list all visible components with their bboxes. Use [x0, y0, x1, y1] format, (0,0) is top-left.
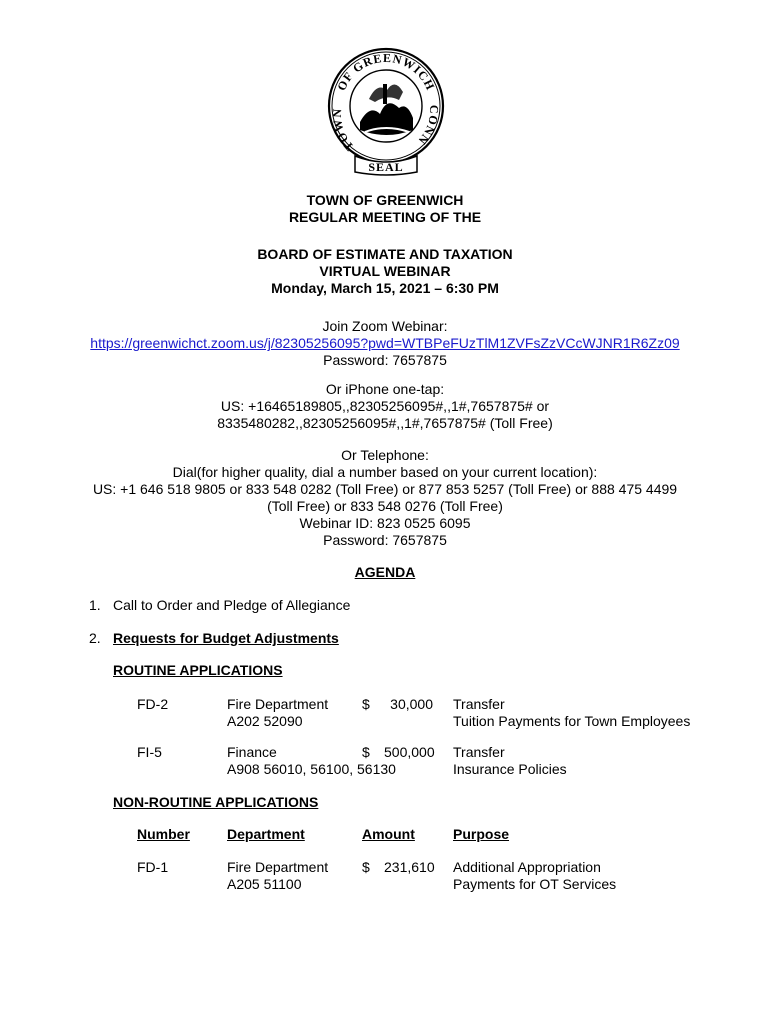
- telephone-line-3: (Toll Free) or 833 548 0276 (Toll Free): [267, 498, 503, 514]
- header-line-4: VIRTUAL WEBINAR: [319, 263, 451, 279]
- svg-text:CONN: CONN: [415, 104, 442, 148]
- row-purpose: Transfer Insurance Policies: [453, 744, 567, 777]
- row-department: Fire Department A205 51100: [227, 859, 329, 892]
- header-subtitle: [0, 246, 770, 297]
- telephone-line-2: US: +1 646 518 9805 or 833 548 0282 (Toll Free) or 877 853 5257 (Toll Free) or 888 475 4499: [92, 481, 678, 497]
- column-header-number: Number: [137, 826, 190, 842]
- agenda-title: AGENDA: [354, 564, 416, 580]
- iphone-label: Or iPhone one-tap:: [325, 381, 445, 397]
- iphone-section: [0, 381, 770, 432]
- iphone-line-1: US: +16465189805,,82305256095#,,1#,7657875# or: [220, 398, 550, 414]
- header-line-1: TOWN OF GREENWICH: [306, 192, 464, 208]
- svg-text:TOWN: TOWN: [329, 107, 357, 154]
- iphone-line-2: 8335480282,,82305256095#,,1#,7657875# (Toll Free): [217, 415, 553, 431]
- zoom-join-label: Join Zoom Webinar:: [322, 318, 448, 334]
- telephone-label: Or Telephone:: [341, 447, 429, 463]
- zoom-password: Password: 7657875: [323, 352, 447, 368]
- non-routine-heading: NON-ROUTINE APPLICATIONS: [113, 794, 319, 810]
- telephone-line-1: Dial(for higher quality, dial a number based on your current location):: [172, 464, 598, 480]
- row-department: Fire Department A202 52090: [227, 696, 329, 729]
- routine-heading: ROUTINE APPLICATIONS: [113, 662, 283, 678]
- row-purpose: Transfer Tuition Payments for Town Employees: [453, 696, 691, 729]
- header-line-2: REGULAR MEETING OF THE: [288, 209, 482, 225]
- row-code: FD-2: [137, 696, 169, 712]
- svg-text:OF GREENWICH: OF GREENWICH: [334, 50, 438, 93]
- header-line-3: BOARD OF ESTIMATE AND TAXATION: [257, 246, 513, 262]
- row-amount: $ 231,610: [362, 859, 435, 875]
- zoom-section: [0, 318, 770, 369]
- telephone-section: [0, 447, 770, 549]
- header-title: [0, 192, 770, 226]
- svg-text:SEAL: SEAL: [368, 160, 404, 174]
- row-amount: $ 500,000: [362, 744, 435, 760]
- webinar-id: Webinar ID: 823 0525 6095: [299, 515, 471, 531]
- column-header-department: Department: [227, 826, 305, 842]
- column-header-amount: Amount: [362, 826, 415, 842]
- row-code: FI-5: [137, 744, 162, 760]
- seal-emblem: [360, 84, 413, 135]
- telephone-password: Password: 7657875: [323, 532, 447, 548]
- row-amount: $ 30,000: [362, 696, 433, 712]
- agenda-item-2-number: 2.: [89, 630, 101, 646]
- header-line-5: Monday, March 15, 2021 – 6:30 PM: [271, 280, 499, 296]
- row-purpose: Additional Appropriation Payments for OT Services: [453, 859, 617, 892]
- agenda-item-1-number: 1.: [89, 597, 101, 613]
- column-header-purpose: Purpose: [453, 826, 510, 842]
- zoom-webinar-link[interactable]: https://greenwichct.zoom.us/j/82305256095?pwd=WTBPeFUzTlM1ZVFsZzVCcWJNR1R6Zz09: [90, 335, 680, 351]
- town-seal: [325, 44, 447, 178]
- agenda-item-1-text: Call to Order and Pledge of Allegiance: [113, 597, 351, 613]
- row-department: Finance A908 56010, 56100, 56130: [227, 744, 396, 777]
- agenda-item-2-text: Requests for Budget Adjustments: [113, 630, 339, 646]
- row-code: FD-1: [137, 859, 169, 875]
